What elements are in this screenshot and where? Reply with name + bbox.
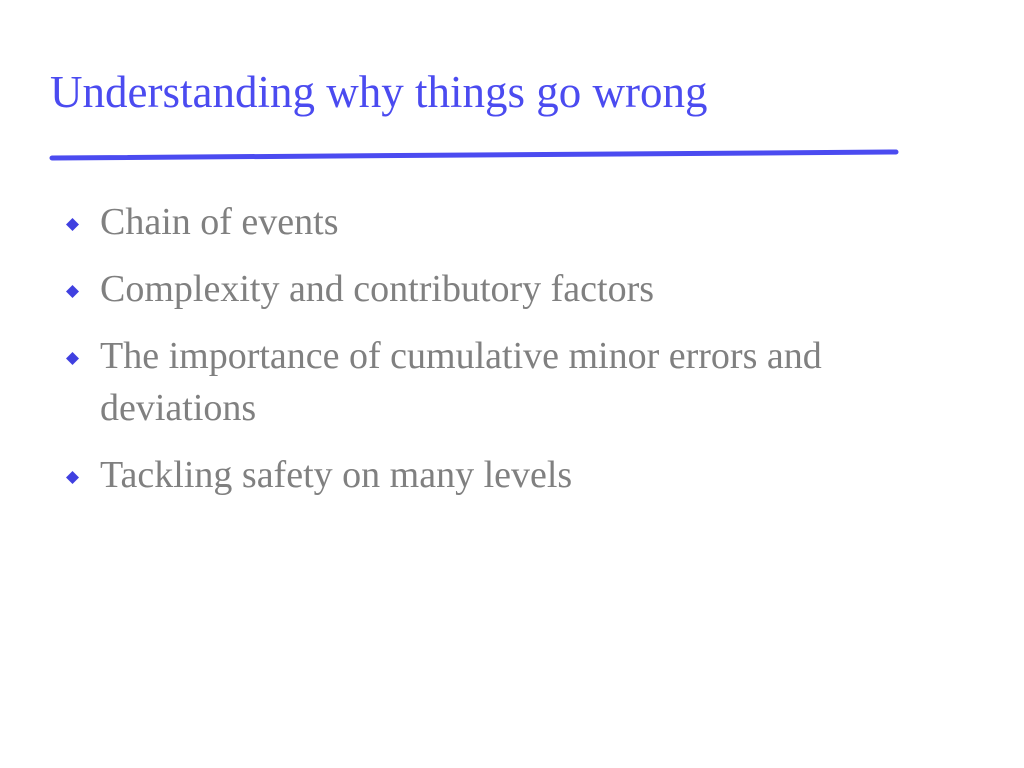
- bullet-text: The importance of cumulative minor errors and deviations: [100, 335, 822, 429]
- bullet-item: [62, 196, 942, 248]
- bullet-item: [62, 330, 942, 434]
- title-underline: [52, 150, 896, 162]
- diamond-bullet-icon: [66, 218, 79, 231]
- bullet-text: Chain of events: [100, 201, 339, 243]
- bullet-item: [62, 449, 942, 501]
- slide-title: Understanding why things go wrong: [50, 67, 708, 117]
- bullet-text: Tackling safety on many levels: [100, 454, 573, 496]
- diamond-bullet-icon: [66, 352, 79, 365]
- bullet-text: Complexity and contributory factors: [100, 268, 655, 310]
- diamond-bullet-icon: [66, 285, 79, 298]
- bullet-list: [62, 196, 942, 516]
- diamond-bullet-icon: [66, 471, 79, 484]
- bullet-item: [62, 263, 942, 315]
